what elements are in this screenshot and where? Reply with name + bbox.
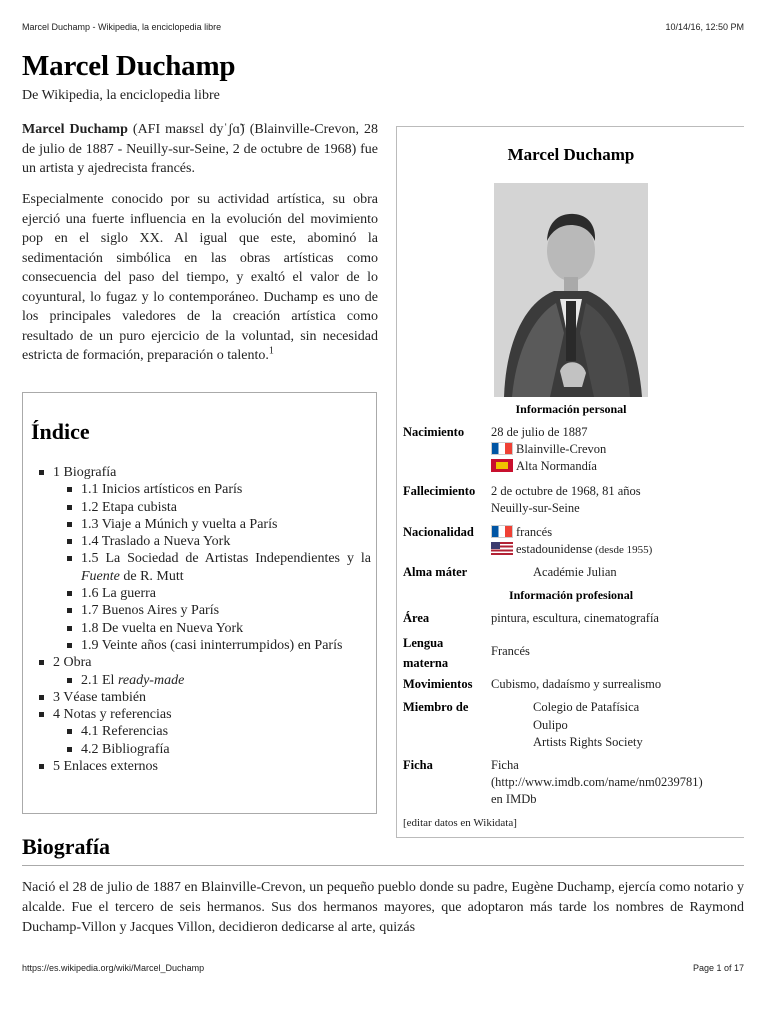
- section-heading-biografia: Biografía: [22, 834, 110, 859]
- member-label: Miembro de: [403, 700, 469, 714]
- section-divider: [22, 865, 744, 866]
- edit-wikidata-link[interactable]: [editar datos en Wikidata]: [403, 817, 517, 829]
- toc-item[interactable]: [53, 464, 371, 654]
- member-link[interactable]: Oulipo: [533, 717, 568, 732]
- toc-item[interactable]: [53, 654, 371, 689]
- birth-date-link[interactable]: 28 de julio de 1887: [491, 425, 588, 439]
- movements-value: Cubismo, dadaísmo y surrealismo: [491, 677, 662, 691]
- toc-link-biografia[interactable]: 1 Biografía: [53, 465, 117, 480]
- nationality-french: [491, 524, 739, 541]
- france-flag-icon: [491, 442, 513, 455]
- reference-link[interactable]: 1: [268, 345, 274, 357]
- nationality-value: [491, 524, 739, 559]
- lead-name: Marcel Duchamp: [22, 122, 128, 137]
- toc-link-italic[interactable]: Fuente: [81, 568, 120, 584]
- toc-list: [53, 464, 371, 775]
- toc-link-part[interactable]: de R. Mutt: [119, 568, 184, 584]
- toc-link[interactable]: [81, 673, 184, 688]
- birth-region-link[interactable]: Alta Normandía: [516, 459, 597, 473]
- nationality-us: [491, 541, 739, 559]
- toc-link-italic[interactable]: ready-made: [117, 672, 185, 688]
- print-title: Marcel Duchamp - Wikipedia, la enciclopedia libre: [22, 22, 222, 32]
- normandy-flag-icon: [491, 459, 513, 472]
- toc-sublist: [81, 481, 371, 654]
- toc-link[interactable]: 4 Notas y referencias: [53, 707, 172, 723]
- movements-label: Movimientos: [403, 677, 473, 691]
- birth-place: [491, 441, 739, 458]
- birth-place-link[interactable]: Blainville-Crevon: [516, 442, 607, 456]
- toc-link[interactable]: 3 Véase también: [53, 689, 147, 705]
- usa-flag-icon: [491, 542, 513, 555]
- toc-item[interactable]: [53, 758, 371, 775]
- infobox: [396, 126, 744, 838]
- nationality-label: Nacionalidad: [403, 525, 474, 539]
- toc-link-part[interactable]: 1.5 La Sociedad de Artistas Independientes y la: [81, 551, 371, 567]
- table-of-contents: [22, 392, 377, 814]
- print-footer: [22, 963, 744, 973]
- page-subtitle: De Wikipedia, la enciclopedia libre: [22, 88, 220, 103]
- toc-item[interactable]: [81, 533, 371, 550]
- toc-item[interactable]: [81, 585, 371, 602]
- biography-paragraph: Nació el 28 de julio de 1887 en Blainville-Crevon, un pequeño pueblo donde su padre, Eugène Duchamp, ejercía como notario y alcalde. Fue el tercero de seis hermanos. Sus dos hermanos mayores, que adoptaron más tarde los nombres de Raymond Duchamp-Villon y Jacques Villon, decidieron dedicarse al arte, quizás: [22, 880, 744, 935]
- language-label: Lengua materna: [403, 636, 449, 670]
- toc-link[interactable]: 5 Enlaces externos: [53, 759, 158, 775]
- toc-link[interactable]: 1.6 La guerra: [81, 586, 157, 602]
- toc-item[interactable]: [53, 706, 371, 758]
- toc-link[interactable]: 1.8 De vuelta en Nueva York: [81, 620, 244, 636]
- toc-item[interactable]: [53, 689, 371, 706]
- toc-link[interactable]: 1.7 Buenos Aires y París: [81, 603, 220, 619]
- toc-link-obra[interactable]: 2 Obra: [53, 655, 92, 671]
- toc-item[interactable]: [81, 741, 371, 758]
- toc-sublist: [81, 672, 371, 689]
- section-professional-info: Información profesional: [508, 588, 634, 602]
- print-header: [22, 22, 744, 32]
- death-label: Fallecimiento: [403, 484, 476, 498]
- toc-link[interactable]: 4.1 Referencias: [81, 724, 169, 740]
- birth-label: Nacimiento: [403, 425, 465, 439]
- alma-mater-label: Alma máter: [403, 565, 468, 579]
- death-date-link[interactable]: 2 de octubre de 1968, 81 años: [491, 484, 641, 498]
- toc-item[interactable]: [81, 672, 371, 689]
- alma-mater-link[interactable]: Académie Julian: [533, 565, 617, 579]
- portrait-photo[interactable]: [494, 183, 648, 397]
- toc-link[interactable]: 4.2 Bibliografía: [81, 741, 170, 757]
- lead-text: (AFI maʁsɛl dyˈʃɑ̃) (Blainville-Crevon, 28 de julio de 1887 - Neuilly-sur-Seine, 2 de octubre de 1968) fue un artista y ajedrecista francés.: [22, 122, 378, 176]
- nationality-link[interactable]: estadounidense: [516, 542, 593, 556]
- toc-item[interactable]: [81, 723, 371, 740]
- toc-item[interactable]: [81, 602, 371, 619]
- section-personal-info: Información personal: [515, 402, 627, 416]
- toc-item[interactable]: [81, 637, 371, 654]
- toc-item[interactable]: [81, 550, 371, 585]
- birth-region: [491, 458, 739, 475]
- toc-link[interactable]: 1.9 Veinte años (casi ininterrumpidos) en París: [81, 637, 343, 653]
- infobox-title: Marcel Duchamp: [507, 145, 635, 164]
- print-datetime: 10/14/16, 12:50 PM: [665, 22, 744, 32]
- toc-item[interactable]: [81, 516, 371, 533]
- member-link[interactable]: Colegio de Patafísica: [533, 700, 640, 714]
- toc-link[interactable]: 1.3 Viaje a Múnich y vuelta a París: [81, 516, 278, 532]
- france-flag-icon: [491, 525, 513, 538]
- imdb-link[interactable]: Ficha (http://www.imdb.com/name/nm0239781) en IMDb: [491, 758, 703, 806]
- ficha-label: Ficha: [403, 758, 433, 772]
- death-value: [491, 483, 739, 517]
- toc-link[interactable]: [81, 551, 371, 583]
- lead-paragraph: [22, 120, 378, 179]
- intro-paragraph: [22, 190, 378, 366]
- nationality-since: (desde 1955): [592, 544, 653, 556]
- toc-link[interactable]: 1.1 Inicios artísticos en París: [81, 482, 243, 498]
- birth-value: [491, 424, 739, 475]
- toc-item[interactable]: [81, 481, 371, 498]
- area-value: pintura, escultura, cinematografía: [491, 611, 659, 625]
- print-url: https://es.wikipedia.org/wiki/Marcel_Duchamp: [22, 963, 205, 973]
- toc-sublist: [81, 723, 371, 758]
- member-link[interactable]: Artists Rights Society: [533, 735, 643, 749]
- portrait-image: [494, 183, 648, 397]
- toc-title: Índice: [31, 419, 90, 444]
- intro-text: Especialmente conocido por su actividad artística, su obra ejerció una fuerte influencia en la evolución del movimiento pop en el siglo XX. Al igual que este, abominó la sedimentación simbólica en las obras artísticas como consecuencia del paso del tiempo, y exaltó el valor de lo coyuntural, lo fugaz y lo contemporáneo. Duchamp es uno de los principales valedores de la creación artística como resultado de un puro ejercicio de la voluntad, sin necesidad estricta de formación, preparación o talento.: [22, 192, 378, 363]
- language-link[interactable]: Francés: [491, 644, 530, 658]
- toc-link[interactable]: 1.4 Traslado a Nueva York: [81, 534, 231, 550]
- toc-link[interactable]: 1.2 Etapa cubista: [81, 499, 178, 515]
- area-label: Área: [403, 611, 430, 625]
- toc-item[interactable]: [81, 620, 371, 637]
- toc-link-part[interactable]: 2.1 El: [81, 672, 118, 688]
- toc-item[interactable]: [81, 499, 371, 516]
- death-place-link[interactable]: Neuilly-sur-Seine: [491, 501, 580, 515]
- member-value: [491, 699, 768, 752]
- print-page-number: Page 1 of 17: [692, 963, 744, 973]
- nationality-link[interactable]: francés: [516, 525, 553, 539]
- page-title: Marcel Duchamp: [22, 50, 236, 82]
